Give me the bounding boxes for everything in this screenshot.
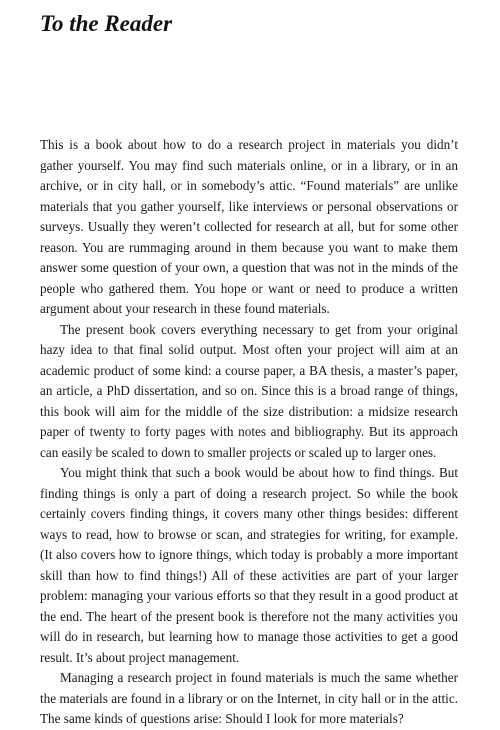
paragraph-4: Managing a research project in found materials is much the same whether the materials are found in a library or on the Internet, in city hall or in the attic. The same kinds of questions arise: Should I look for more materials? (40, 670, 458, 726)
paragraph-3: You might think that such a book would be about how to find things. But finding things is only a part of doing a research project. So while the book certainly covers finding things, it covers many other things besides: different ways to read, how to browse or scan, and strategies for writing, for example. (It also covers how to ignore things, which today is probably a more important skill than how to find things!) All of these activities are part of your larger problem: managing your various efforts so that they result in a good product at the end. The heart of the present book is therefore not the many activities you will do in research, but learning how to manage those activities to get a good result. It’s about project management. (40, 465, 458, 665)
paragraph-1: This is a book about how to do a research project in materials you didn’t gather yourself. You may find such materials online, or in a library, or in an archive, or in city hall, or in somebody’s attic. “Found materials” are unlike materials that you gather yourself, like interviews or personal observations or surveys. Usually they weren’t collected for research at all, but for some other reason. You are rummaging around in them because you want to make them answer some question of your own, a question that was not in the minds of the people who gathered them. You hope or want or need to produce a written argument about your research in these found materials. (40, 137, 458, 316)
paragraph-2: The present book covers everything necessary to get from your original hazy idea to that final solid output. Most often your project will aim at an academic product of some kind: a course paper, a BA thesis, a master’s paper, an article, a PhD dissertation, and so on. Since this is a broad range of things, this book will aim for the middle of the size distribution: a midsize research paper of twenty to forty pages with notes and bibliography. But its approach can easily be scaled to down to smaller projects or scaled up to larger ones. (40, 321, 458, 460)
chapter-title: To the Reader (40, 11, 173, 36)
body-text (40, 135, 458, 730)
